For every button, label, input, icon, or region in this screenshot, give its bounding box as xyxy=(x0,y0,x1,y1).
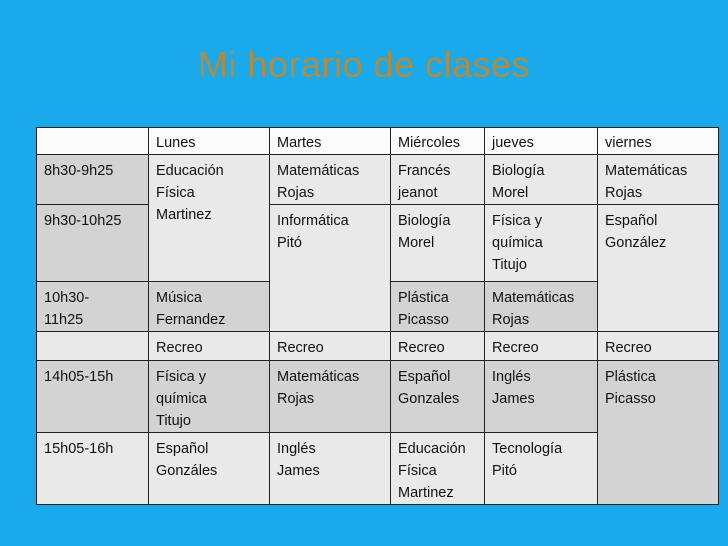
class-cell xyxy=(391,205,485,282)
class-cell xyxy=(270,205,391,332)
cell-line: Titujo xyxy=(492,257,527,273)
cell-line: Español xyxy=(605,213,658,229)
class-cell xyxy=(270,155,391,205)
cell-line: Educación xyxy=(156,163,224,179)
header-martes: Martes xyxy=(270,128,391,155)
cell-line: Martinez xyxy=(398,485,454,501)
class-cell xyxy=(598,155,719,205)
cell-line: química xyxy=(156,391,207,407)
time-cell: 14h05-15h xyxy=(37,361,149,433)
cell-line: Biología xyxy=(398,213,451,229)
class-cell xyxy=(485,361,598,433)
class-cell xyxy=(485,282,598,332)
class-cell xyxy=(598,205,719,332)
cell-line: Rojas xyxy=(277,185,315,201)
class-cell xyxy=(149,155,270,282)
cell-line: González xyxy=(605,235,667,251)
cell-line: Física y xyxy=(492,213,542,229)
header-empty xyxy=(37,128,149,155)
cell-line: Francés xyxy=(398,163,451,179)
cell-line: James xyxy=(277,463,320,479)
class-cell xyxy=(270,433,391,505)
cell-line: Música xyxy=(156,290,202,306)
header-miercoles: Miércoles xyxy=(391,128,485,155)
cell-line: Pitó xyxy=(492,463,517,479)
cell-line: Matemáticas xyxy=(277,369,360,385)
cell-line: Matemáticas xyxy=(277,163,360,179)
class-cell xyxy=(391,361,485,433)
cell-line: Morel xyxy=(398,235,435,251)
cell-line: Morel xyxy=(492,185,529,201)
header-jueves: jueves xyxy=(485,128,598,155)
cell-line: Gonzales xyxy=(398,391,460,407)
class-cell xyxy=(485,205,598,282)
cell-line: Educación xyxy=(398,441,466,457)
cell-line: Plástica xyxy=(605,369,656,385)
cell-line: Español xyxy=(156,441,209,457)
cell-line: Inglés xyxy=(277,441,316,457)
time-cell-empty xyxy=(37,332,149,361)
class-cell xyxy=(270,361,391,433)
cell-line: química xyxy=(492,235,543,251)
time-cell: 9h30-10h25 xyxy=(37,205,149,282)
recreo-cell: Recreo xyxy=(149,332,270,361)
cell-line: 10h30- xyxy=(44,290,90,306)
class-cell xyxy=(391,155,485,205)
cell-line: Física xyxy=(156,185,195,201)
time-cell xyxy=(37,282,149,332)
time-cell: 8h30-9h25 xyxy=(37,155,149,205)
cell-line: Informática xyxy=(277,213,349,229)
cell-line: 11h25 xyxy=(44,312,84,328)
schedule-table xyxy=(36,127,719,505)
cell-line: Biología xyxy=(492,163,545,179)
recreo-cell: Recreo xyxy=(391,332,485,361)
class-cell xyxy=(149,433,270,505)
recreo-cell: Recreo xyxy=(270,332,391,361)
class-cell xyxy=(149,282,270,332)
recreo-cell: Recreo xyxy=(598,332,719,361)
cell-line: Tecnología xyxy=(492,441,563,457)
header-viernes: viernes xyxy=(598,128,719,155)
class-cell xyxy=(391,282,485,332)
cell-line: Rojas xyxy=(277,391,315,407)
cell-line: Pitó xyxy=(277,235,302,251)
cell-line: Martinez xyxy=(156,207,212,223)
table-row xyxy=(37,205,719,282)
header-lunes: Lunes xyxy=(149,128,270,155)
class-cell xyxy=(598,361,719,505)
cell-line: Rojas xyxy=(605,185,643,201)
time-cell: 15h05-16h xyxy=(37,433,149,505)
cell-line: Física xyxy=(398,463,437,479)
cell-line: Inglés xyxy=(492,369,531,385)
header-row xyxy=(37,128,719,155)
cell-line: Plástica xyxy=(398,290,449,306)
table-row xyxy=(37,332,719,361)
cell-line: Rojas xyxy=(492,312,530,328)
table-row xyxy=(37,361,719,433)
cell-line: Fernandez xyxy=(156,312,226,328)
cell-line: Español xyxy=(398,369,451,385)
recreo-cell: Recreo xyxy=(485,332,598,361)
cell-line: Picasso xyxy=(398,312,449,328)
cell-line: Matemáticas xyxy=(492,290,575,306)
cell-line: Titujo xyxy=(156,413,191,429)
cell-line: Física y xyxy=(156,369,206,385)
cell-line: Gonzáles xyxy=(156,463,218,479)
cell-line: jeanot xyxy=(398,185,438,201)
cell-line: Picasso xyxy=(605,391,656,407)
page-title: Mi horario de clases xyxy=(197,44,531,85)
class-cell xyxy=(149,361,270,433)
class-cell xyxy=(485,433,598,505)
class-cell xyxy=(391,433,485,505)
table-row xyxy=(37,155,719,205)
cell-line: Matemáticas xyxy=(605,163,688,179)
cell-line: James xyxy=(492,391,535,407)
class-cell xyxy=(485,155,598,205)
